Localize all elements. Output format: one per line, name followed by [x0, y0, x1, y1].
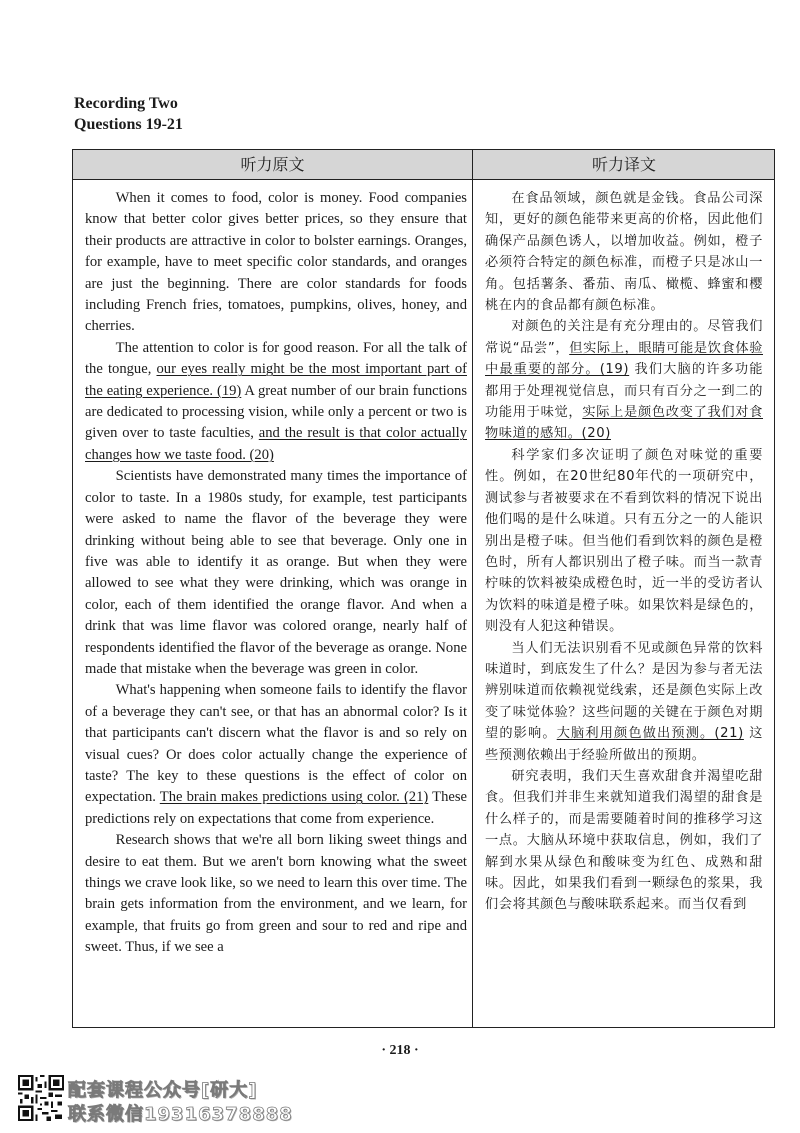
chinese-p2-text-c: 我们大脑的许多功能都用于处理视觉信息，而只有百分之一到二的功能用于味觉， — [485, 362, 763, 421]
watermark-line-1: 配套课程公众号[研大] — [68, 1080, 258, 1101]
qr-code-icon — [18, 1075, 64, 1121]
english-p2-text-a: The attention to color is for good reason. For all the talk of the tongue, — [85, 339, 467, 378]
page-number: · 218 · — [381, 1043, 419, 1058]
chinese-p4-text-c: 这些预测依赖出于经验所做出的预期。 — [485, 726, 763, 763]
answer-20-underline: and the result is that color actually changes how we taste food. (20) — [85, 425, 467, 463]
chinese-p2-text-a: 对颜色的关注是有充分理由的。尽管我们常说“品尝”， — [485, 319, 763, 356]
chinese-translation — [485, 188, 763, 916]
column-header-original: 听力原文 — [240, 155, 305, 174]
recording-title: Recording Two — [74, 95, 178, 112]
translation-21-underline: 大脑利用颜色做出预测。(21) — [556, 726, 744, 742]
chinese-p4-text-a: 当人们无法识别看不见或颜色异常的饮料味道时，到底发生了什么？是因为参与者无法辨别味道而依赖视觉线索，还是颜色实际上改变了味觉体验？这些问题的关键在于颜色对期望的影响。 — [485, 640, 763, 742]
chinese-paragraph-1: 在食品领域，颜色就是金钱。食品公司深知，更好的颜色能带来更高的价格，因此他们确保产品颜色诱人，以增加收益。例如，橙子必须符合特定的颜色标准，而橙子只是冰山一角。包括薯条、番茄、南瓜、橄榄、蜂蜜和樱桃在内的食品都有颜色标准。 — [485, 191, 763, 314]
translation-20-underline: 实际上是颜色改变了我们对食物味道的感知。(20) — [485, 405, 763, 442]
table-header-row — [73, 150, 774, 180]
column-header-translation: 听力译文 — [591, 155, 656, 174]
answer-21-underline: The brain makes predictions using color. (21) — [159, 789, 429, 806]
english-paragraph-1: When it comes to food, color is money. Food companies know that better color gives better prices, so they ensure that their products are attractive in color to bolster earnings. Oranges, for example, have to meet specific color standards, and oranges are just the beginning. There are color standards for foods including French fries, tomatoes, pumpkins, olives, honey, and cherries. — [85, 190, 467, 335]
english-paragraph-2 — [85, 338, 467, 466]
section-heading — [74, 93, 183, 135]
english-paragraph-5: Research shows that we're all born liking sweet things and desire to eat them. But we aren't born knowing what the sweet things we crave look like, so we need to learn this over time. The brain gets information from the environment, and we learn, for example, that fruits go from green and sour to red and ripe and sweet. Thus, if we see a — [85, 832, 467, 956]
questions-title: Questions 19-21 — [74, 116, 183, 133]
transcript-table — [72, 149, 775, 1028]
english-paragraph-3: Scientists have demonstrated many times the importance of color to taste. In a 1980s study, for example, test participants were asked to name the flavor of the beverage they were drinking without being able to see that beverage. Only one in five was able to identify it as orange. But when they were allowed to see what they were drinking, which was orange in color, each of them identified the orange flavor. And when a drink that was lime flavor was colored orange, nearly half of respondents identified the flavor of the beverage as orange. None made that mistake when the beverage was green in color. — [85, 468, 467, 677]
answer-19-underline: our eyes really might be the most important part of the eating experience. (19) — [85, 361, 467, 399]
chinese-paragraph-5: 研究表明，我们天生喜欢甜食并渴望吃甜食。但我们并非生来就知道我们渴望的甜食是什么样子的，而是需要随着时间的推移学习这一点。大脑从环境中获取信息，例如，我们了解到水果从绿色和酸味变为红色、成熟和甜味。因此，如果我们看到一颗绿色的浆果，我们会将其颜色与酸味联系起来。而当仅看到 — [485, 768, 763, 913]
english-transcript — [85, 188, 467, 959]
english-paragraph-4 — [85, 680, 467, 830]
chinese-paragraph-3: 科学家们多次证明了颜色对味觉的重要性。例如，在20世纪80年代的一项研究中，测试参与者被要求在不看到饮料的情况下说出他们喝的是什么味道。只有五分之一的人能识别出是橙子味。但当他们看到饮料的颜色是橙色时，所有人都识别出了橙子味。而当一款青柠味的饮料被染成橙色时，近一半的受访者认为饮料的味道是橙子味。如果饮料是绿色的，则没有人犯这种错误。 — [485, 447, 763, 635]
english-p2-text-c: A great number of our brain functions are dedicated to processing vision, while only a percent or two is given over to taste faculties, — [85, 382, 467, 442]
watermark-line-2: 联系微信19316378888 — [68, 1104, 293, 1125]
english-p4-text-c: These predictions rely on expectations that come from experience. — [85, 789, 467, 827]
chinese-paragraph-4 — [485, 638, 763, 766]
english-p4-text-a: What's happening when someone fails to identify the flavor of a beverage they can't see, or that has an abnormal color? Is it that participants can't discern what the flavor is and so rely on visual cues? Or does color actually change the experience of taste? The key to these questions is the effect of color on expectation. — [85, 682, 467, 806]
translation-19-underline: 但实际上，眼睛可能是饮食体验中最重要的部分。(19) — [485, 340, 763, 378]
column-divider — [472, 150, 473, 1027]
chinese-paragraph-2 — [485, 316, 763, 444]
